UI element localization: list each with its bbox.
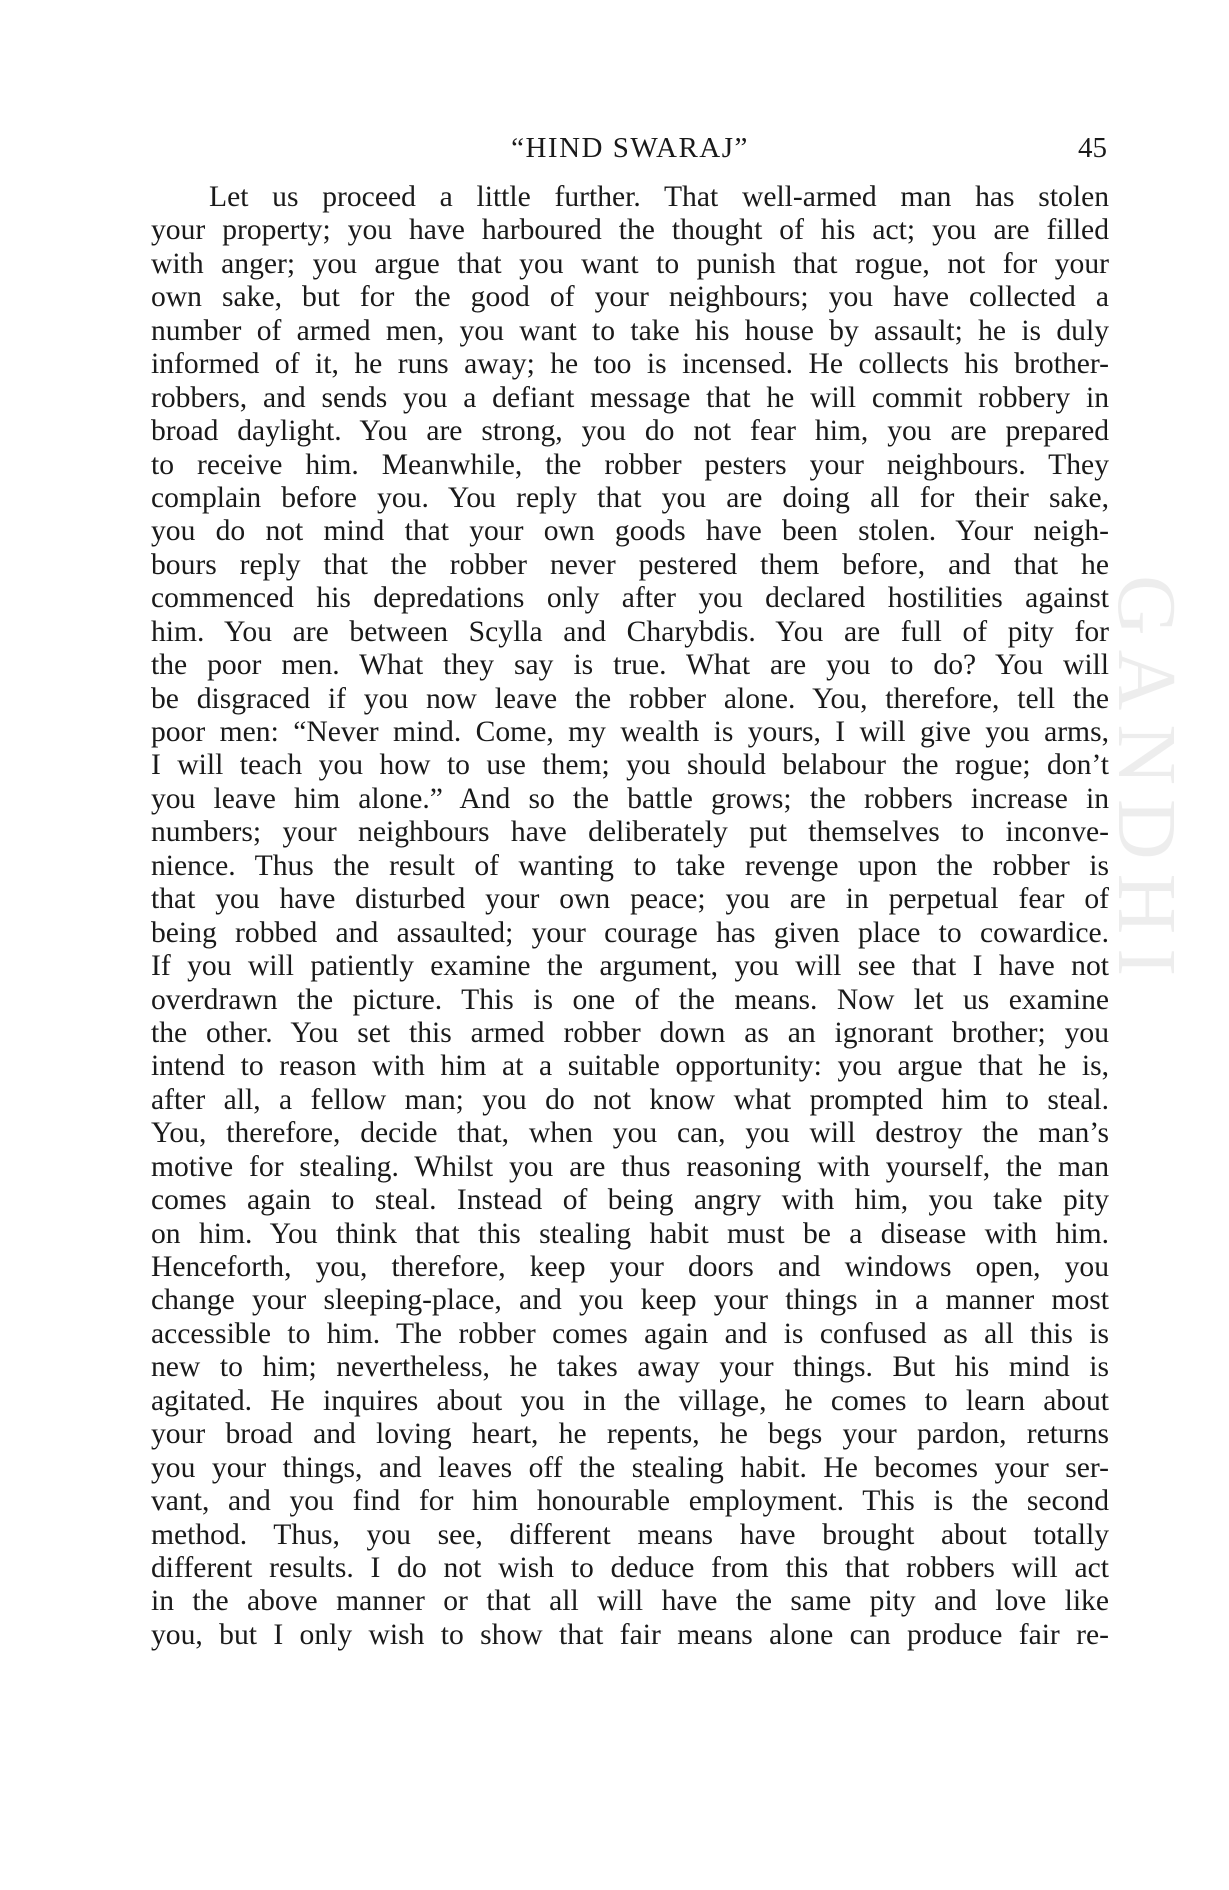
text-line: I will teach you how to use them; you should belabour the rogue; don’t bbox=[151, 749, 1109, 782]
text-line: your broad and loving heart, he repents, he begs your pardon, returns bbox=[151, 1418, 1109, 1451]
page-number: 45 bbox=[1078, 132, 1107, 164]
text-line: comes again to steal. Instead of being angry with him, you take pity bbox=[151, 1184, 1109, 1217]
gandhi-watermark bbox=[1100, 575, 1210, 1315]
text-line: accessible to him. The robber comes again and is confused as all this is bbox=[151, 1317, 1109, 1350]
text-line: complain before you. You reply that you are doing all for their sake, bbox=[151, 481, 1109, 514]
text-line: motive for stealing. Whilst you are thus reasoning with yourself, the man bbox=[151, 1150, 1109, 1183]
text-line: the other. You set this armed robber down as an ignorant brother; you bbox=[151, 1016, 1109, 1049]
watermark-text: GANDHI bbox=[1100, 575, 1193, 991]
text-line: intend to reason with him at a suitable opportunity: you argue that he is, bbox=[151, 1050, 1109, 1083]
text-line: you do not mind that your own goods have been stolen. Your neigh- bbox=[151, 515, 1109, 548]
text-line: that you have disturbed your own peace; you are in perpetual fear of bbox=[151, 883, 1109, 916]
text-line: you, but I only wish to show that fair means alone can produce fair re- bbox=[151, 1618, 1109, 1651]
text-line: Let us proceed a little further. That well-armed man has stolen bbox=[209, 181, 1109, 213]
text-line: in the above manner or that all will have the same pity and love like bbox=[151, 1585, 1109, 1618]
text-line: commenced his depredations only after you declared hostilities against bbox=[151, 582, 1109, 615]
body-paragraph bbox=[151, 181, 1109, 1652]
text-line: on him. You think that this stealing habit must be a disease with him. bbox=[151, 1217, 1109, 1250]
text-line: you your things, and leaves off the stealing habit. He becomes your ser- bbox=[151, 1451, 1109, 1484]
text-line: being robbed and assaulted; your courage has given place to cowardice. bbox=[151, 916, 1109, 949]
text-line: with anger; you argue that you want to punish that rogue, not for your bbox=[151, 247, 1109, 280]
text-line: bours reply that the robber never pestered them before, and that he bbox=[151, 548, 1109, 581]
text-line: own sake, but for the good of your neighbours; you have collected a bbox=[151, 281, 1109, 314]
text-line: overdrawn the picture. This is one of the means. Now let us examine bbox=[151, 983, 1109, 1016]
running-head bbox=[153, 128, 1107, 168]
text-line: You, therefore, decide that, when you can, you will destroy the man’s bbox=[151, 1117, 1109, 1150]
text-line: numbers; your neighbours have deliberately put themselves to inconve- bbox=[151, 816, 1109, 849]
running-title: “HIND SWARAJ” bbox=[511, 132, 749, 164]
text-line: new to him; nevertheless, he takes away your things. But his mind is bbox=[151, 1351, 1109, 1384]
text-line: different results. I do not wish to deduce from this that robbers will act bbox=[151, 1551, 1109, 1584]
text-line: informed of it, he runs away; he too is incensed. He collects his brother- bbox=[151, 348, 1109, 381]
text-line: robbers, and sends you a defiant message that he will commit robbery in bbox=[151, 381, 1109, 414]
text-line: method. Thus, you see, different means have brought about totally bbox=[151, 1518, 1109, 1551]
text-line: number of armed men, you want to take his house by assault; he is duly bbox=[151, 314, 1109, 347]
text-line: change your sleeping-place, and you keep your things in a manner most bbox=[151, 1284, 1109, 1317]
text-line: vant, and you find for him honourable employment. This is the second bbox=[151, 1485, 1109, 1518]
text-line: him. You are between Scylla and Charybdis. You are full of pity for bbox=[151, 615, 1109, 648]
text-line: agitated. He inquires about you in the village, he comes to learn about bbox=[151, 1384, 1109, 1417]
text-line: you leave him alone.” And so the battle grows; the robbers increase in bbox=[151, 782, 1109, 815]
text-line: broad daylight. You are strong, you do not fear him, you are prepared bbox=[151, 415, 1109, 448]
text-line: after all, a fellow man; you do not know what prompted him to steal. bbox=[151, 1083, 1109, 1116]
text-line: to receive him. Meanwhile, the robber pesters your neighbours. They bbox=[151, 448, 1109, 481]
text-line: nience. Thus the result of wanting to take revenge upon the robber is bbox=[151, 849, 1109, 882]
text-line: Henceforth, you, therefore, keep your doors and windows open, you bbox=[151, 1251, 1109, 1283]
text-line: be disgraced if you now leave the robber alone. You, therefore, tell the bbox=[151, 682, 1109, 715]
text-line: poor men: “Never mind. Come, my wealth is yours, I will give you arms, bbox=[151, 716, 1109, 748]
text-line: If you will patiently examine the argument, you will see that I have not bbox=[151, 950, 1109, 983]
text-line: your property; you have harboured the thought of his act; you are filled bbox=[151, 214, 1109, 247]
text-line: the poor men. What they say is true. What are you to do? You will bbox=[151, 649, 1109, 682]
